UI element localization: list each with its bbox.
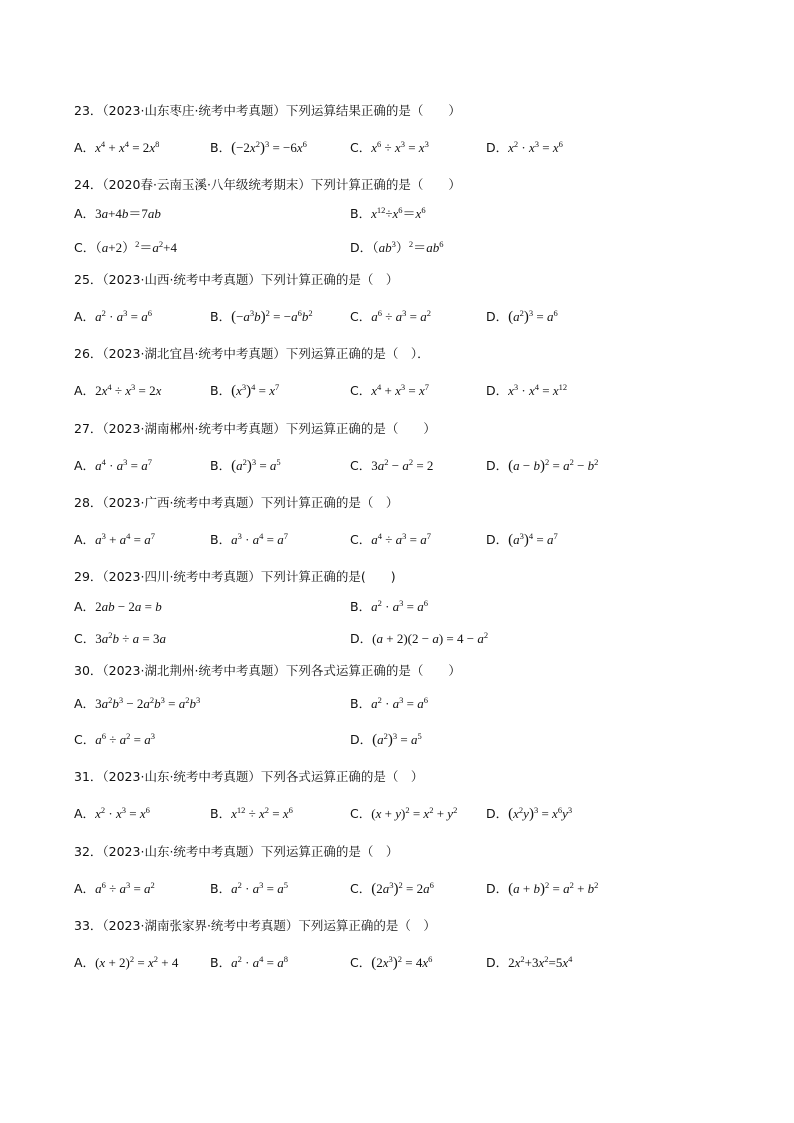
option-b[interactable]: B．$(-a^3b)^2 = -a^6b^2$ xyxy=(210,308,313,325)
option-b[interactable]: B．$x^{12} \div x^2 = x^6$ xyxy=(210,805,293,821)
options-row xyxy=(74,137,734,159)
question-stem: 33．（2023·湖南张家界·统考中考真题）下列运算正确的是（ ） xyxy=(74,918,436,933)
question-25 xyxy=(74,268,734,328)
option-c[interactable]: C．$a^4 \div a^3 = a^7$ xyxy=(350,531,431,547)
question-stem: 31．（2023·山东·统考中考真题）下列各式运算正确的是（ ） xyxy=(74,769,424,784)
option-a[interactable]: A．$x^2 \cdot x^3 = x^6$ xyxy=(74,805,150,821)
question-stem: 28．（2023·广西·统考中考真题）下列计算正确的是（ ） xyxy=(74,495,399,510)
option-c[interactable]: C．$x^6 \div x^3 = x^3$ xyxy=(350,139,429,155)
option-b[interactable]: B．$a^2 \cdot a^3 = a^5$ xyxy=(210,880,289,896)
option-d[interactable]: D．$(ab^3)^2=ab^6$ xyxy=(350,239,444,255)
option-d[interactable]: D．$(a^2)^3 = a^5$ xyxy=(350,731,422,748)
option-c[interactable]: C．$3a^2b \div a = 3a$ xyxy=(74,630,166,646)
question-23 xyxy=(74,99,734,159)
option-c[interactable]: C．$(2x^3)^2 = 4x^6$ xyxy=(350,954,433,971)
question-stem: 23．（2023·山东枣庄·统考中考真题）下列运算结果正确的是（ ） xyxy=(74,103,461,118)
options-row xyxy=(74,529,734,551)
option-a[interactable]: A．$x^4 + x^4 = 2x^8$ xyxy=(74,139,160,155)
option-b[interactable]: B．$(a^2)^3 = a^5$ xyxy=(210,457,281,474)
option-a[interactable]: A．$a^6 \div a^3 = a^2$ xyxy=(74,880,155,896)
option-a[interactable]: A．$a^4 \cdot a^3 = a^7$ xyxy=(74,457,152,473)
question-32 xyxy=(74,840,734,900)
option-d[interactable]: D．$(a - b)^2 = a^2 - b^2$ xyxy=(486,457,599,474)
question-26 xyxy=(74,342,734,402)
question-33 xyxy=(74,914,734,974)
options-row xyxy=(74,237,734,259)
question-stem: 27．（2023·湖南郴州·统考中考真题）下列运算正确的是（ ） xyxy=(74,421,436,436)
option-d[interactable]: D．$(a^2)^3 = a^6$ xyxy=(486,308,558,325)
question-stem: 32．（2023·山东·统考中考真题）下列运算正确的是（ ） xyxy=(74,844,399,859)
option-a[interactable]: A．2ab − 2a = b xyxy=(74,599,162,614)
question-27 xyxy=(74,417,734,477)
option-d[interactable]: D．$(x^2y)^3 = x^6y^3$ xyxy=(486,805,573,822)
option-b[interactable]: B．$a^3 \cdot a^4 = a^7$ xyxy=(210,531,289,547)
option-a[interactable]: A．$a^3 + a^4 = a^7$ xyxy=(74,531,155,547)
option-a[interactable]: A．3a+4b＝7ab xyxy=(74,206,161,221)
option-d[interactable]: D．$x^3 \cdot x^4 = x^{12}$ xyxy=(486,382,568,398)
option-b[interactable]: B．$(-2x^2)^3 = -6x^6$ xyxy=(210,139,307,156)
option-b[interactable]: B．$a^2 \cdot a^4 = a^8$ xyxy=(210,954,289,970)
options-row xyxy=(74,380,734,402)
options-row xyxy=(74,203,734,225)
option-c[interactable]: C．$(a+2)^2=a^2+4$ xyxy=(74,239,177,255)
option-c[interactable]: C．$(2a^3)^2 = 2a^6$ xyxy=(350,880,434,897)
options-row xyxy=(74,729,734,751)
option-c[interactable]: C．$a^6 \div a^2 = a^3$ xyxy=(74,731,155,747)
options-row xyxy=(74,803,734,825)
option-c[interactable]: C．$3a^2 - a^2 = 2$ xyxy=(350,457,434,473)
option-c[interactable]: C．$a^6 \div a^3 = a^2$ xyxy=(350,308,431,324)
option-d[interactable]: D．$x^2 \cdot x^3 = x^6$ xyxy=(486,139,563,155)
question-stem: 26．（2023·湖北宜昌·统考中考真题）下列运算正确的是（ ）． xyxy=(74,346,430,361)
option-c[interactable]: C．$x^4 + x^3 = x^7$ xyxy=(350,382,430,398)
options-row xyxy=(74,596,734,618)
option-a[interactable]: A．$2x^4 \div x^3 = 2x$ xyxy=(74,382,162,398)
option-b[interactable]: B．$a^2 \cdot a^3 = a^6$ xyxy=(350,695,429,711)
question-stem: 24．（2020春·云南玉溪·八年级统考期末）下列计算正确的是（ ） xyxy=(74,177,461,192)
option-d[interactable]: D．$(a^3)^4 = a^7$ xyxy=(486,531,558,548)
option-d[interactable]: D．$(a + b)^2 = a^2 + b^2$ xyxy=(486,880,599,897)
option-a[interactable]: A．$3a^2b^3 - 2a^2b^3 = a^2b^3$ xyxy=(74,695,201,711)
option-b[interactable]: B．$(x^3)^4 = x^7$ xyxy=(210,382,280,399)
options-row xyxy=(74,693,734,715)
option-c[interactable]: C．$(x + y)^2 = x^2 + y^2$ xyxy=(350,805,458,821)
option-a[interactable]: A．$a^2 \cdot a^3 = a^6$ xyxy=(74,308,152,324)
option-b[interactable]: B．$a^2 \cdot a^3 = a^6$ xyxy=(350,598,429,614)
option-d[interactable]: D．$(a + 2)(2 - a) = 4 - a^2$ xyxy=(350,630,489,646)
options-row xyxy=(74,878,734,900)
options-row xyxy=(74,455,734,477)
options-row xyxy=(74,306,734,328)
option-b[interactable]: B．$x^{12}\div x^6=x^6$ xyxy=(350,205,426,221)
question-stem: 29．（2023·四川·统考中考真题）下列计算正确的是( ) xyxy=(74,569,396,584)
question-31 xyxy=(74,765,734,825)
question-stem: 30．（2023·湖北荆州·统考中考真题）下列各式运算正确的是（ ） xyxy=(74,663,461,678)
question-28 xyxy=(74,491,734,551)
options-row xyxy=(74,952,734,974)
options-row xyxy=(74,628,734,650)
question-30 xyxy=(74,659,734,751)
option-a[interactable]: A．$(x + 2)^2 = x^2 + 4$ xyxy=(74,954,179,970)
question-stem: 25．（2023·山西·统考中考真题）下列计算正确的是（ ） xyxy=(74,272,399,287)
option-d[interactable]: D．$2x^2+3x^2=5x^4$ xyxy=(486,954,573,970)
question-24 xyxy=(74,173,734,259)
question-29 xyxy=(74,565,734,650)
